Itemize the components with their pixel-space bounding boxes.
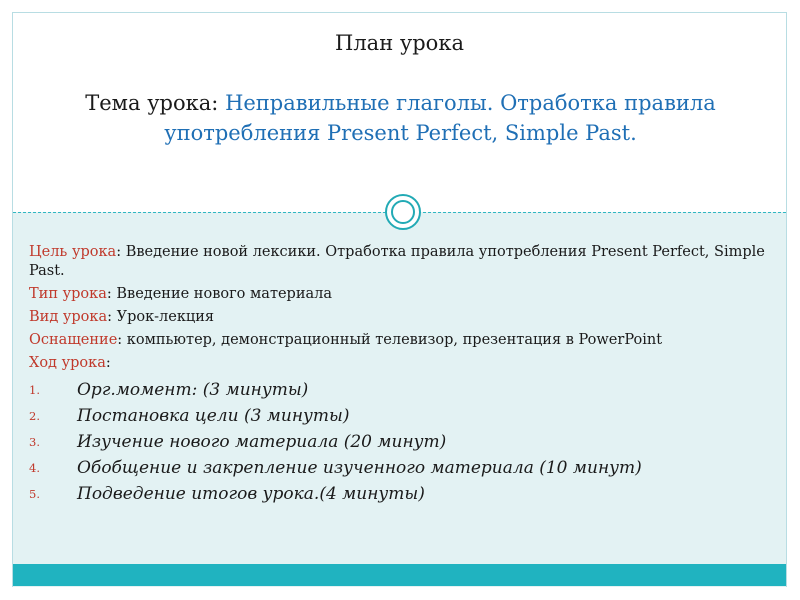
detail-label: Ход урока — [29, 355, 106, 371]
detail-value: Урок-лекция — [116, 309, 215, 325]
step-number: 1. — [29, 383, 40, 397]
step-text: Обобщение и закрепление изученного материала (10 минут) — [77, 458, 642, 478]
detail-label: Оснащение — [29, 332, 118, 348]
detail-flow: Ход урока: — [29, 355, 111, 371]
step-text: Постановка цели (3 минуты) — [77, 406, 350, 426]
slide — [12, 12, 787, 587]
circle-ornament-icon — [385, 194, 421, 230]
detail-goal: Цель урока: Введение новой лексики. Отработка правила употребления Present Perfect, Simple Past. — [29, 244, 765, 279]
lesson-details — [29, 243, 769, 507]
list-item — [29, 481, 769, 507]
page-title: План урока — [335, 31, 464, 55]
detail-kind: Вид урока: Урок-лекция — [29, 309, 215, 325]
detail-value: Введение новой лексики. Отработка правила употребления Present Perfect, Simple Past. — [29, 244, 765, 279]
lesson-steps-list — [29, 377, 769, 507]
step-text: Подведение итогов урока.(4 минуты) — [77, 484, 425, 504]
detail-label: Тип урока — [29, 286, 107, 302]
header-panel — [13, 13, 786, 212]
step-number: 5. — [29, 487, 40, 501]
footer-bar — [13, 564, 786, 586]
detail-label: Цель урока — [29, 244, 117, 260]
step-text: Изучение нового материала (20 минут) — [77, 432, 447, 452]
list-item — [29, 403, 769, 429]
detail-equipment: Оснащение: компьютер, демонстрационный телевизор, презентация в PowerPoint — [29, 332, 663, 348]
step-number: 2. — [29, 409, 40, 423]
detail-label: Вид урока — [29, 309, 108, 325]
list-item — [29, 377, 769, 403]
detail-type: Тип урока: Введение нового материала — [29, 286, 332, 302]
step-number: 3. — [29, 435, 40, 449]
step-number: 4. — [29, 461, 40, 475]
detail-value: Введение нового материала — [116, 286, 332, 302]
list-item — [29, 455, 769, 481]
step-text: Орг.момент: (3 минуты) — [77, 380, 309, 400]
subject-label: Тема урока: — [85, 91, 219, 115]
detail-value: компьютер, демонстрационный телевизор, презентация в PowerPoint — [126, 332, 663, 348]
subject-value: Неправильные глаголы. Отработка правила употребления Present Perfect, Simple Past. — [164, 91, 716, 145]
list-item — [29, 429, 769, 455]
lesson-subject — [33, 88, 768, 148]
